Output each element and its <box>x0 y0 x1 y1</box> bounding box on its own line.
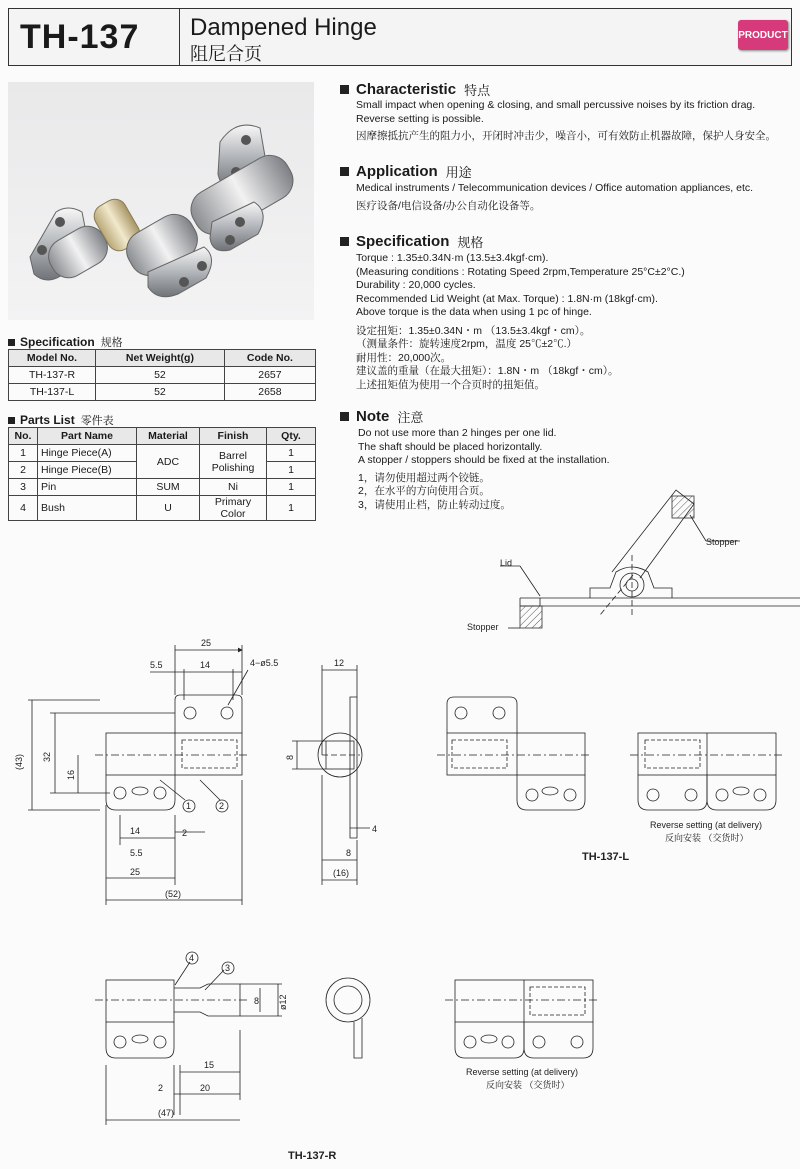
dim-label: (47) <box>158 1108 175 1118</box>
dim-label: 5.5 <box>150 660 163 670</box>
callout-label: 2 <box>219 801 225 811</box>
table-row: 3 Pin SUM Ni 1 <box>9 479 316 496</box>
note-heading: Note 注意 <box>340 407 423 426</box>
stopper-label-top: Stopper <box>706 537 738 547</box>
dim-label: 25 <box>201 638 212 648</box>
specification-text: Torque : 1.35±0.34N·m (13.5±3.4kgf·cm). (Measuring conditions : Rotating Speed 2rpm,Temperature 25°C±2°C.) Durability : 20,000 cycles. Recommended Lid Weight (at Max. Torque) : 1.8N·m (18kgf·cm). Above torque is the data when using 1 pc of hinge. 设定扭矩：1.35±0.34N・m （13.5±3.4kgf・cm）。 （测量条件：旋转速度2rpm，温度 25℃±2℃.） 耐用性：20,000次。 建议盖的重量（在最大扭矩）：1.8N・m （18kgf・cm）。 上述扭矩值为使用一个合页时的扭矩值。 <box>356 252 685 391</box>
dim-label: 14 <box>130 826 141 836</box>
dim-label: 32 <box>42 751 52 762</box>
table-row: 1 Hinge Piece(A) ADC Barrel Polishing 1 <box>9 445 316 462</box>
drawing-side-view <box>285 658 377 885</box>
dim-label: 8 <box>285 754 295 760</box>
application-text: Medical instruments / Telecommunication devices / Office automation appliances, etc. 医疗设备/电信设备/办公自动化设备等。 <box>356 182 754 212</box>
dim-label: 16 <box>66 769 76 780</box>
dim-label: 15 <box>204 1060 215 1070</box>
table-row: TH-137-R 52 2657 <box>9 367 316 384</box>
specification-heading: Specification 规格 <box>340 232 483 251</box>
table-row: TH-137-L 52 2658 <box>9 384 316 401</box>
table-row: 2 Hinge Piece(B) 1 <box>9 462 316 479</box>
model-label-l: TH-137-L <box>582 851 630 863</box>
table-row: 4 Bush U Primary Color 1 <box>9 496 316 521</box>
product-title-en: Dampened Hinge <box>190 14 377 41</box>
stopper-label-bottom: Stopper <box>467 622 499 632</box>
dim-label: (16) <box>333 868 350 878</box>
dim-label: 8 <box>346 848 352 858</box>
caption-reverse-l: Reverse setting (at delivery) <box>650 820 763 830</box>
lid-label: Lid <box>500 558 513 568</box>
caption-reverse-l-cn: 反向安装 （交货时） <box>665 833 749 843</box>
product-title-cn: 阻尼合页 <box>190 44 262 64</box>
drawing-th137r <box>95 952 600 1162</box>
dim-label: 2 <box>182 828 188 838</box>
dim-label: 4−ø5.5 <box>250 658 279 668</box>
callout-label: 1 <box>186 801 192 811</box>
drawing-th137l <box>437 697 785 863</box>
caption-reverse-r-cn: 反向安装 （交货时） <box>486 1080 570 1090</box>
dim-label: 5.5 <box>130 848 143 858</box>
spec-table-heading: Specification 规格 <box>8 334 123 350</box>
caption-reverse-r: Reverse setting (at delivery) <box>466 1067 579 1077</box>
characteristic-text: Small impact when opening & closing, and small percussive noises by its friction drag. Reverse setting is possible. 因摩擦抵抗产生的阻力小，开闭时冲击少，噪音小，可有效防止机器故障，保护人身安全。 <box>356 99 776 142</box>
dim-label: 14 <box>200 660 211 670</box>
table-header-row: No. Part Name Material Finish Qty. <box>9 428 316 445</box>
dim-label: 20 <box>200 1083 211 1093</box>
product-badge: PRODUCT <box>738 20 788 50</box>
dim-label: (43) <box>14 753 24 770</box>
dim-label: 2 <box>158 1083 164 1093</box>
characteristic-heading: Characteristic 特点 <box>340 80 490 99</box>
model-label-r: TH-137-R <box>288 1150 337 1162</box>
dim-label: (52) <box>165 889 182 899</box>
dim-label: 8 <box>254 996 260 1006</box>
drawing-front-view <box>14 638 278 905</box>
dim-label: 4 <box>372 824 378 834</box>
parts-table-heading: Parts List 零件表 <box>8 412 114 428</box>
note-text: Do not use more than 2 hinges per one lid. The shaft should be placed horizontally. A stopper / stoppers should be fixed at the installation. 1，请勿使用超过两个铰链。 2，在水平的方向使用合页。 3，请使用止档，防止转动过度。 <box>358 427 610 511</box>
model-number: TH-137 <box>8 8 180 66</box>
installation-diagram <box>467 490 800 632</box>
table-header-row: Model No. Net Weight(g) Code No. <box>9 350 316 367</box>
dim-label: 25 <box>130 867 141 877</box>
dim-label: 12 <box>334 658 345 668</box>
application-heading: Application 用途 <box>340 162 472 181</box>
dim-label: ø12 <box>278 994 288 1010</box>
callout-label: 4 <box>189 953 195 963</box>
callout-label: 3 <box>225 963 231 973</box>
